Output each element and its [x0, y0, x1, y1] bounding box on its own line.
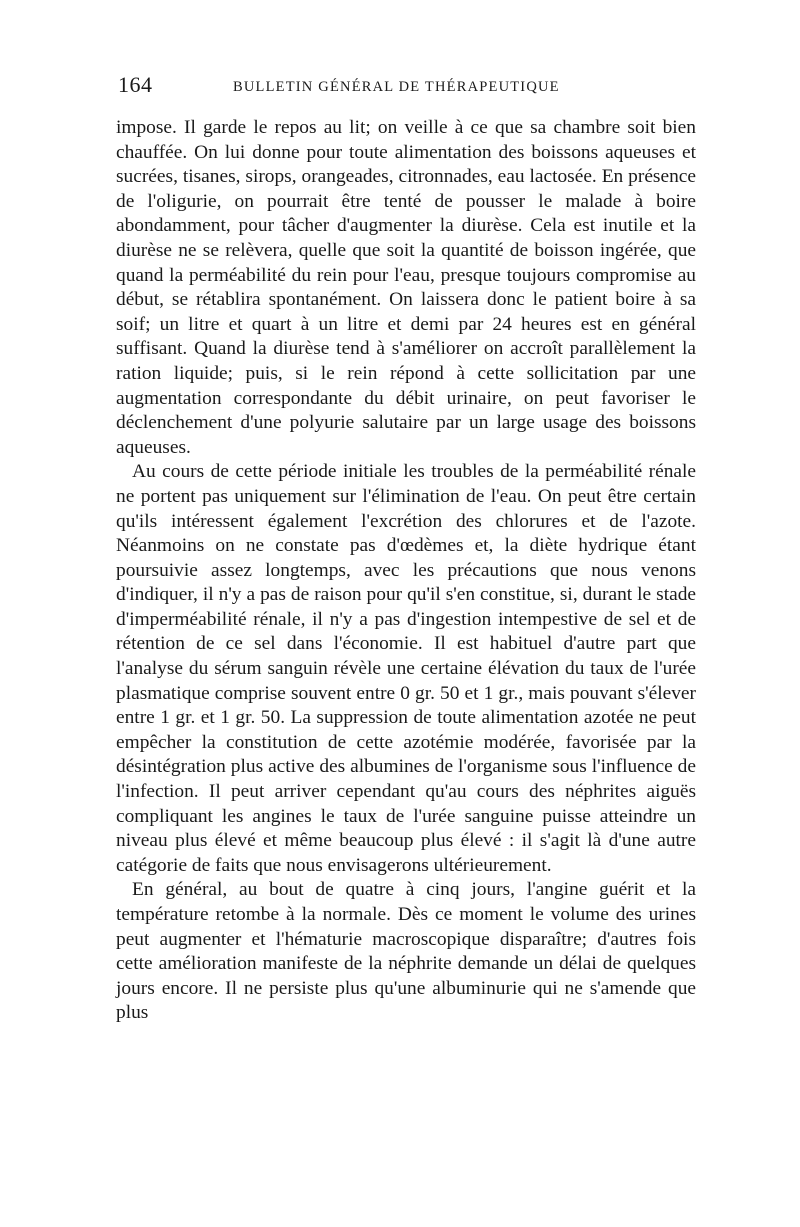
paragraph-3: En général, au bout de quatre à cinq jours, l'angine guérit et la température retombe à la normale. Dès ce moment le volume des urines peut augmenter et l'hématurie macroscopique disparaître; d'autres fois cette amélioration manifeste de la néphrite demande un délai de quelques jours encore. Il ne persiste plus qu'une albuminurie qui ne s'amende que plus	[116, 879, 696, 1024]
body-text	[116, 116, 696, 1026]
paragraph-2: Au cours de cette période initiale les troubles de la perméabilité rénale ne portent pas uniquement sur l'élimination de l'eau. On peut être certain qu'ils intéressent également l'excrétion des chlorures et de l'azote. Néanmoins on ne constate pas d'œdèmes et, la diète hydrique étant poursuivie assez longtemps, avec les précautions que nous venons d'indiquer, il n'y a pas de raison pour qu'il s'en constitue, si, durant le stade d'imperméabilité rénale, il n'y a pas d'ingestion intempestive de sel et de rétention de ce sel dans l'économie. Il est habituel d'autre part que l'analyse du sérum sanguin révèle une certaine élévation du taux de l'urée plasmatique comprise souvent entre 0 gr. 50 et 1 gr., mais pouvant s'élever entre 1 gr. et 1 gr. 50. La suppression de toute alimentation azotée ne peut empêcher la constitution de cette azotémie modérée, favorisée par la désintégration plus active des albumines de l'organisme sous l'influence de l'infection. Il peut arriver cependant qu'au cours des néphrites aiguës compliquant les angines le taux de l'urée sanguine puisse atteindre un niveau plus élevé et même beaucoup plus élevé : il s'agit là d'une autre catégorie de faits que nous envisagerons ultérieurement.	[116, 461, 696, 876]
page-number: 164	[118, 72, 153, 97]
paragraph-1: impose. Il garde le repos au lit; on veille à ce que sa chambre soit bien chauffée. On lui donne pour toute alimentation des boissons aqueuses et sucrées, tisanes, sirops, orangeades, citronnades, eau lactosée. En présence de l'oligurie, on pourrait être tenté de pousser le malade à boire abondamment, pour tâcher d'augmenter la diurèse. Cela est inutile et la diurèse ne se relèvera, quelle que soit la quantité de boisson ingérée, que quand la perméabilité du rein pour l'eau, presque toujours compromise au début, se rétablira spontanément. On laissera donc le patient boire à sa soif; un litre et quart à un litre et demi par 24 heures est en général suffisant. Quand la diurèse tend à s'améliorer on accroît parallèlement la ration liquide; puis, si le rein répond à cette sollicitation par une augmentation correspondante du débit urinaire, on peut favoriser le déclenchement d'une polyurie salutaire par un large usage des boissons aqueuses.	[116, 117, 696, 458]
running-title: BULLETIN GÉNÉRAL DE THÉRAPEUTIQUE	[233, 79, 560, 95]
page-header	[118, 72, 698, 102]
